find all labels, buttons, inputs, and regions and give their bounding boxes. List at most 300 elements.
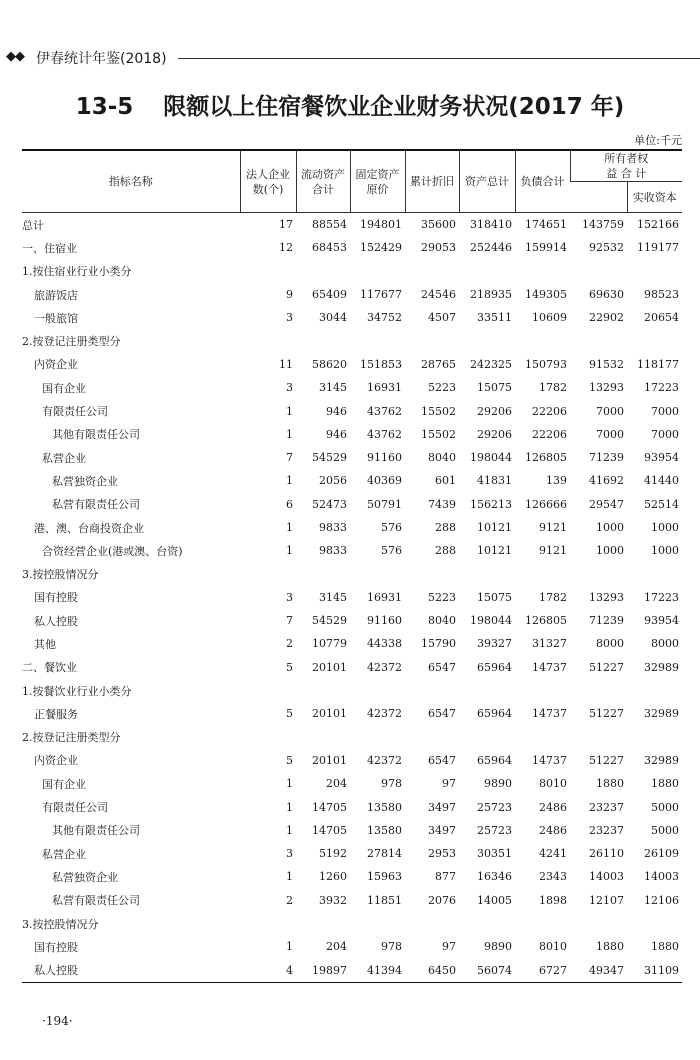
yearbook-title: 伊春统计年鉴(2018): [36, 51, 167, 67]
row-label: 1.按餐饮业行业小类分: [22, 684, 132, 698]
cell-value: 2343: [539, 870, 567, 884]
table-row: [22, 679, 682, 702]
cell-value: [515, 562, 570, 585]
cell-value: 50791: [367, 497, 402, 511]
cell-value: 31327: [532, 637, 567, 651]
cell-value: 3497: [428, 800, 456, 814]
cell-value: 11: [279, 357, 293, 371]
cell-value: 601: [435, 474, 456, 488]
row-label: 2.按登记注册类型分: [22, 335, 121, 349]
cell-value: 4241: [539, 847, 567, 861]
cell-value: 97: [442, 940, 456, 954]
cell-value: 42372: [367, 707, 402, 721]
cell-value: 318410: [470, 218, 512, 232]
cell-value: [296, 726, 350, 749]
table-row: [22, 446, 682, 469]
cell-value: [627, 260, 682, 283]
cell-value: [627, 679, 682, 702]
cell-value: 22206: [532, 404, 567, 418]
cell-value: 3: [286, 311, 293, 325]
cell-value: [296, 679, 350, 702]
cell-value: 218935: [470, 288, 512, 302]
cell-value: [405, 726, 459, 749]
diamond-bullet-icon: ◆◆: [6, 49, 24, 64]
cell-value: 15790: [421, 637, 456, 651]
cell-value: [405, 260, 459, 283]
cell-value: 42372: [367, 660, 402, 674]
table-row: [22, 726, 682, 749]
cell-value: 15502: [421, 404, 456, 418]
row-label: 旅游饭店: [34, 288, 78, 302]
cell-value: 32989: [644, 753, 679, 767]
cell-value: 204: [326, 777, 347, 791]
cell-value: 91160: [367, 614, 402, 628]
cell-value: [570, 679, 627, 702]
cell-value: 88554: [312, 218, 347, 232]
cell-value: [240, 679, 296, 702]
row-label: 二、餐饮业: [22, 661, 77, 675]
cell-value: 71239: [589, 451, 624, 465]
cell-value: 10121: [477, 521, 512, 534]
cell-value: 126805: [525, 451, 567, 465]
table-row: [22, 329, 682, 352]
cell-value: 6547: [428, 707, 456, 721]
page-number: ·194·: [42, 1014, 73, 1028]
cell-value: 2: [286, 893, 293, 907]
cell-value: 3: [286, 590, 293, 604]
cell-value: 68453: [312, 241, 347, 255]
cell-value: 126805: [525, 614, 567, 628]
cell-value: 7: [286, 451, 293, 465]
cell-value: 1: [286, 940, 293, 954]
cell-value: [459, 329, 515, 352]
cell-value: 56074: [459, 959, 515, 983]
cell-value: [570, 260, 627, 283]
cell-value: 49347: [570, 959, 627, 983]
cell-value: 65964: [477, 660, 512, 674]
cell-value: 22902: [589, 311, 624, 325]
cell-value: 29206: [477, 404, 512, 418]
cell-value: [350, 679, 405, 702]
cell-value: 26109: [644, 847, 679, 861]
cell-value: 14003: [589, 870, 624, 884]
cell-value: 24546: [421, 288, 456, 302]
cell-value: 252446: [470, 241, 512, 255]
cell-value: 65964: [477, 707, 512, 721]
cell-value: 5: [286, 660, 293, 674]
cell-value: 9833: [319, 544, 347, 558]
row-label: 其他有限责任公司: [52, 428, 140, 442]
cell-value: 946: [326, 404, 347, 418]
row-label: 总计: [22, 218, 44, 232]
cell-value: 71239: [589, 614, 624, 628]
cell-value: 1782: [539, 590, 567, 604]
cell-value: 28765: [421, 357, 456, 371]
cell-value: 576: [381, 521, 402, 534]
cell-value: 978: [381, 777, 402, 791]
cell-value: 32989: [644, 660, 679, 674]
cell-value: [627, 329, 682, 352]
cell-value: 946: [326, 427, 347, 441]
col-header-owners-equity: 所有者权 益 合 计: [570, 150, 682, 182]
table-row: [22, 353, 682, 376]
cell-value: 1: [286, 521, 293, 534]
cell-value: 143759: [582, 218, 624, 232]
cell-value: [515, 329, 570, 352]
cell-value: 1000: [651, 521, 679, 534]
table-row: [22, 213, 682, 237]
table-row: [22, 772, 682, 795]
cell-value: 877: [435, 870, 456, 884]
cell-value: 9890: [484, 777, 512, 791]
cell-value: 8040: [428, 614, 456, 628]
cell-value: 15963: [367, 870, 402, 884]
cell-value: 5192: [319, 847, 347, 861]
cell-value: 41440: [644, 474, 679, 488]
row-label: 港、澳、台商投资企业: [34, 521, 144, 535]
cell-value: 8000: [651, 637, 679, 651]
table-row: [22, 702, 682, 725]
cell-value: [350, 726, 405, 749]
cell-value: 43762: [367, 404, 402, 418]
cell-value: 54529: [312, 614, 347, 628]
cell-value: 17223: [644, 590, 679, 604]
cell-value: 65964: [477, 753, 512, 767]
row-label: 1.按住宿业行业小类分: [22, 265, 132, 279]
cell-value: 1: [286, 777, 293, 791]
table-row: [22, 562, 682, 585]
cell-value: 10779: [312, 637, 347, 651]
header-rule: [178, 58, 700, 59]
table-title-text: 限额以上住宿餐饮业企业财务状况(2017 年): [163, 94, 625, 120]
cell-value: 7000: [596, 427, 624, 441]
cell-value: 23237: [589, 800, 624, 814]
cell-value: 17: [279, 218, 293, 232]
cell-value: 5: [286, 753, 293, 767]
cell-value: 1: [286, 544, 293, 558]
cell-value: 6547: [428, 660, 456, 674]
row-label: 其他有限责任公司: [52, 824, 140, 838]
table-row: [22, 935, 682, 958]
cell-value: 2953: [428, 847, 456, 861]
cell-value: 1880: [596, 940, 624, 954]
cell-value: [627, 912, 682, 935]
cell-value: 3044: [319, 311, 347, 325]
cell-value: 34752: [367, 311, 402, 325]
cell-value: 29053: [421, 241, 456, 255]
cell-value: [240, 912, 296, 935]
running-header: [0, 48, 700, 68]
cell-value: 9833: [319, 521, 347, 534]
cell-value: 51227: [589, 660, 624, 674]
cell-value: 40369: [367, 474, 402, 488]
cell-value: 3: [286, 381, 293, 395]
cell-value: [459, 679, 515, 702]
table-row: [22, 656, 682, 679]
table-row: [22, 469, 682, 492]
cell-value: 174651: [525, 218, 567, 232]
cell-value: 7000: [651, 427, 679, 441]
cell-value: 16346: [477, 870, 512, 884]
cell-value: 35600: [421, 218, 456, 232]
cell-value: 12106: [644, 893, 679, 907]
row-label: 一、住宿业: [22, 241, 77, 255]
table-body: [22, 213, 682, 983]
cell-value: 156213: [470, 497, 512, 511]
table-row: [22, 842, 682, 865]
cell-value: 5000: [651, 800, 679, 814]
table-row: [22, 609, 682, 632]
row-label: 2.按登记注册类型分: [22, 731, 121, 745]
table-row: [22, 516, 682, 539]
cell-value: [296, 562, 350, 585]
cell-value: 12107: [589, 893, 624, 907]
cell-value: 6547: [428, 753, 456, 767]
table-row: [22, 865, 682, 888]
row-label: 内资企业: [34, 754, 78, 768]
cell-value: 1000: [651, 544, 679, 558]
cell-value: [515, 260, 570, 283]
cell-value: 20101: [312, 753, 347, 767]
cell-value: 576: [381, 544, 402, 558]
row-label: 有限责任公司: [42, 801, 108, 815]
cell-value: 14005: [477, 893, 512, 907]
cell-value: 159914: [525, 241, 567, 255]
cell-value: 33511: [477, 311, 512, 325]
cell-value: 8010: [539, 777, 567, 791]
cell-value: 7000: [596, 404, 624, 418]
cell-value: 41692: [589, 474, 624, 488]
table-row: [22, 376, 682, 399]
cell-value: 4: [240, 959, 296, 983]
cell-value: [570, 912, 627, 935]
cell-value: 7: [286, 614, 293, 628]
cell-value: 91160: [367, 451, 402, 465]
table-title: [0, 88, 700, 121]
cell-value: 978: [381, 940, 402, 954]
cell-value: 1: [286, 404, 293, 418]
cell-value: 1898: [539, 893, 567, 907]
row-label: 3.按控股情况分: [22, 568, 99, 582]
cell-value: 117677: [360, 288, 402, 302]
cell-value: [570, 726, 627, 749]
cell-value: 13293: [589, 590, 624, 604]
row-label: 国有控股: [34, 940, 78, 954]
cell-value: [240, 260, 296, 283]
row-label: 私营独资企业: [52, 870, 118, 884]
cell-value: 8000: [596, 637, 624, 651]
cell-value: [570, 329, 627, 352]
cell-value: 118177: [637, 357, 679, 371]
cell-value: 150793: [525, 357, 567, 371]
cell-value: 1260: [319, 870, 347, 884]
col-header-total-liabilities: 负债合计: [515, 150, 570, 213]
cell-value: 52473: [312, 497, 347, 511]
cell-value: 42372: [367, 753, 402, 767]
cell-value: 8040: [428, 451, 456, 465]
cell-value: 3932: [319, 893, 347, 907]
cell-value: 288: [435, 521, 456, 534]
cell-value: 4507: [428, 311, 456, 325]
cell-value: [296, 329, 350, 352]
table-header: [22, 150, 682, 213]
cell-value: 25723: [477, 823, 512, 837]
cell-value: 14737: [532, 660, 567, 674]
cell-value: 3: [286, 847, 293, 861]
row-label: 私营企业: [42, 847, 86, 861]
cell-value: [350, 562, 405, 585]
cell-value: [459, 260, 515, 283]
cell-value: 2: [286, 637, 293, 651]
row-label: 其他: [34, 637, 56, 651]
cell-value: [350, 260, 405, 283]
col-header-depreciation: 累计折旧: [405, 150, 459, 213]
cell-value: 6: [286, 497, 293, 511]
cell-value: 58620: [312, 357, 347, 371]
cell-value: [240, 329, 296, 352]
table-row: [22, 795, 682, 818]
cell-value: 9: [286, 288, 293, 302]
cell-value: 43762: [367, 427, 402, 441]
row-label: 私营有限责任公司: [52, 894, 140, 908]
cell-value: 2056: [319, 474, 347, 488]
cell-value: 32989: [644, 707, 679, 721]
cell-value: 27814: [367, 847, 402, 861]
cell-value: 1880: [596, 777, 624, 791]
cell-value: 14737: [532, 707, 567, 721]
cell-value: 9121: [539, 544, 567, 558]
cell-value: [350, 329, 405, 352]
cell-value: 204: [326, 940, 347, 954]
cell-value: 14705: [312, 800, 347, 814]
cell-value: 14737: [532, 753, 567, 767]
cell-value: 15075: [477, 590, 512, 604]
row-label: 合资经营企业(港或澳、台资): [42, 544, 183, 558]
col-header-legal-entities: 法人企业 数(个): [240, 150, 296, 213]
cell-value: 12: [279, 241, 293, 255]
row-label: 国有企业: [42, 381, 86, 395]
cell-value: 1: [286, 800, 293, 814]
cell-value: 11851: [367, 893, 402, 907]
cell-value: 10121: [477, 544, 512, 558]
cell-value: 22206: [532, 427, 567, 441]
cell-value: 41831: [477, 474, 512, 488]
row-label: 3.按控股情况分: [22, 917, 99, 931]
cell-value: [515, 726, 570, 749]
cell-value: [459, 562, 515, 585]
cell-value: 152429: [360, 241, 402, 255]
cell-value: 19897: [296, 959, 350, 983]
cell-value: 194801: [360, 218, 402, 232]
row-label: 国有企业: [42, 777, 86, 791]
cell-value: 52514: [644, 497, 679, 511]
cell-value: 1880: [651, 940, 679, 954]
cell-value: 23237: [589, 823, 624, 837]
cell-value: 13580: [367, 800, 402, 814]
table-row: [22, 283, 682, 306]
cell-value: 69630: [589, 288, 624, 302]
row-label: 私营企业: [42, 451, 86, 465]
col-header-blank: [570, 182, 627, 213]
cell-value: 29547: [589, 497, 624, 511]
cell-value: 15075: [477, 381, 512, 395]
cell-value: 7000: [651, 404, 679, 418]
cell-value: 25723: [477, 800, 512, 814]
cell-value: 5223: [428, 590, 456, 604]
cell-value: 6727: [515, 959, 570, 983]
row-label: 私人控股: [22, 959, 240, 983]
cell-value: [627, 562, 682, 585]
cell-value: 31109: [627, 959, 682, 983]
cell-value: [570, 562, 627, 585]
table-row: [22, 399, 682, 422]
col-header-name: 指标名称: [22, 150, 240, 213]
cell-value: 9890: [484, 940, 512, 954]
cell-value: [405, 329, 459, 352]
cell-value: [296, 260, 350, 283]
row-label: 私营有限责任公司: [52, 498, 140, 512]
cell-value: 8010: [539, 940, 567, 954]
cell-value: 17223: [644, 381, 679, 395]
cell-value: 1: [286, 427, 293, 441]
cell-value: 1: [286, 870, 293, 884]
cell-value: 13580: [367, 823, 402, 837]
cell-value: 15502: [421, 427, 456, 441]
cell-value: 13293: [589, 381, 624, 395]
cell-value: 54529: [312, 451, 347, 465]
table-row: [22, 749, 682, 772]
cell-value: [459, 912, 515, 935]
cell-value: 1000: [596, 521, 624, 534]
row-label: 正餐服务: [34, 707, 78, 721]
cell-value: 152166: [637, 218, 679, 232]
cell-value: [515, 912, 570, 935]
unit-label: 单位:千元: [634, 134, 682, 147]
cell-value: [296, 912, 350, 935]
table-number: 13-5: [75, 94, 134, 120]
cell-value: 6450: [405, 959, 459, 983]
cell-value: 39327: [477, 637, 512, 651]
table-row: [22, 493, 682, 516]
cell-value: 119177: [637, 241, 679, 255]
table-row: [22, 889, 682, 912]
cell-value: [459, 726, 515, 749]
cell-value: 139: [546, 474, 567, 488]
table-row: [22, 586, 682, 609]
cell-value: 149305: [525, 288, 567, 302]
cell-value: [240, 562, 296, 585]
row-label: 有限责任公司: [42, 405, 108, 419]
row-label: 内资企业: [34, 358, 78, 372]
cell-value: [240, 726, 296, 749]
cell-value: 98523: [644, 288, 679, 302]
table-row: [22, 423, 682, 446]
cell-value: 3497: [428, 823, 456, 837]
cell-value: 20101: [312, 707, 347, 721]
cell-value: [405, 562, 459, 585]
cell-value: 3145: [319, 590, 347, 604]
cell-value: 5: [286, 707, 293, 721]
cell-value: 198044: [470, 614, 512, 628]
row-label: 私人控股: [34, 614, 78, 628]
cell-value: 151853: [360, 357, 402, 371]
cell-value: [627, 726, 682, 749]
table-row: [22, 959, 682, 983]
cell-value: 92532: [589, 241, 624, 255]
cell-value: 16931: [367, 590, 402, 604]
cell-value: 2486: [539, 800, 567, 814]
cell-value: 2076: [428, 893, 456, 907]
